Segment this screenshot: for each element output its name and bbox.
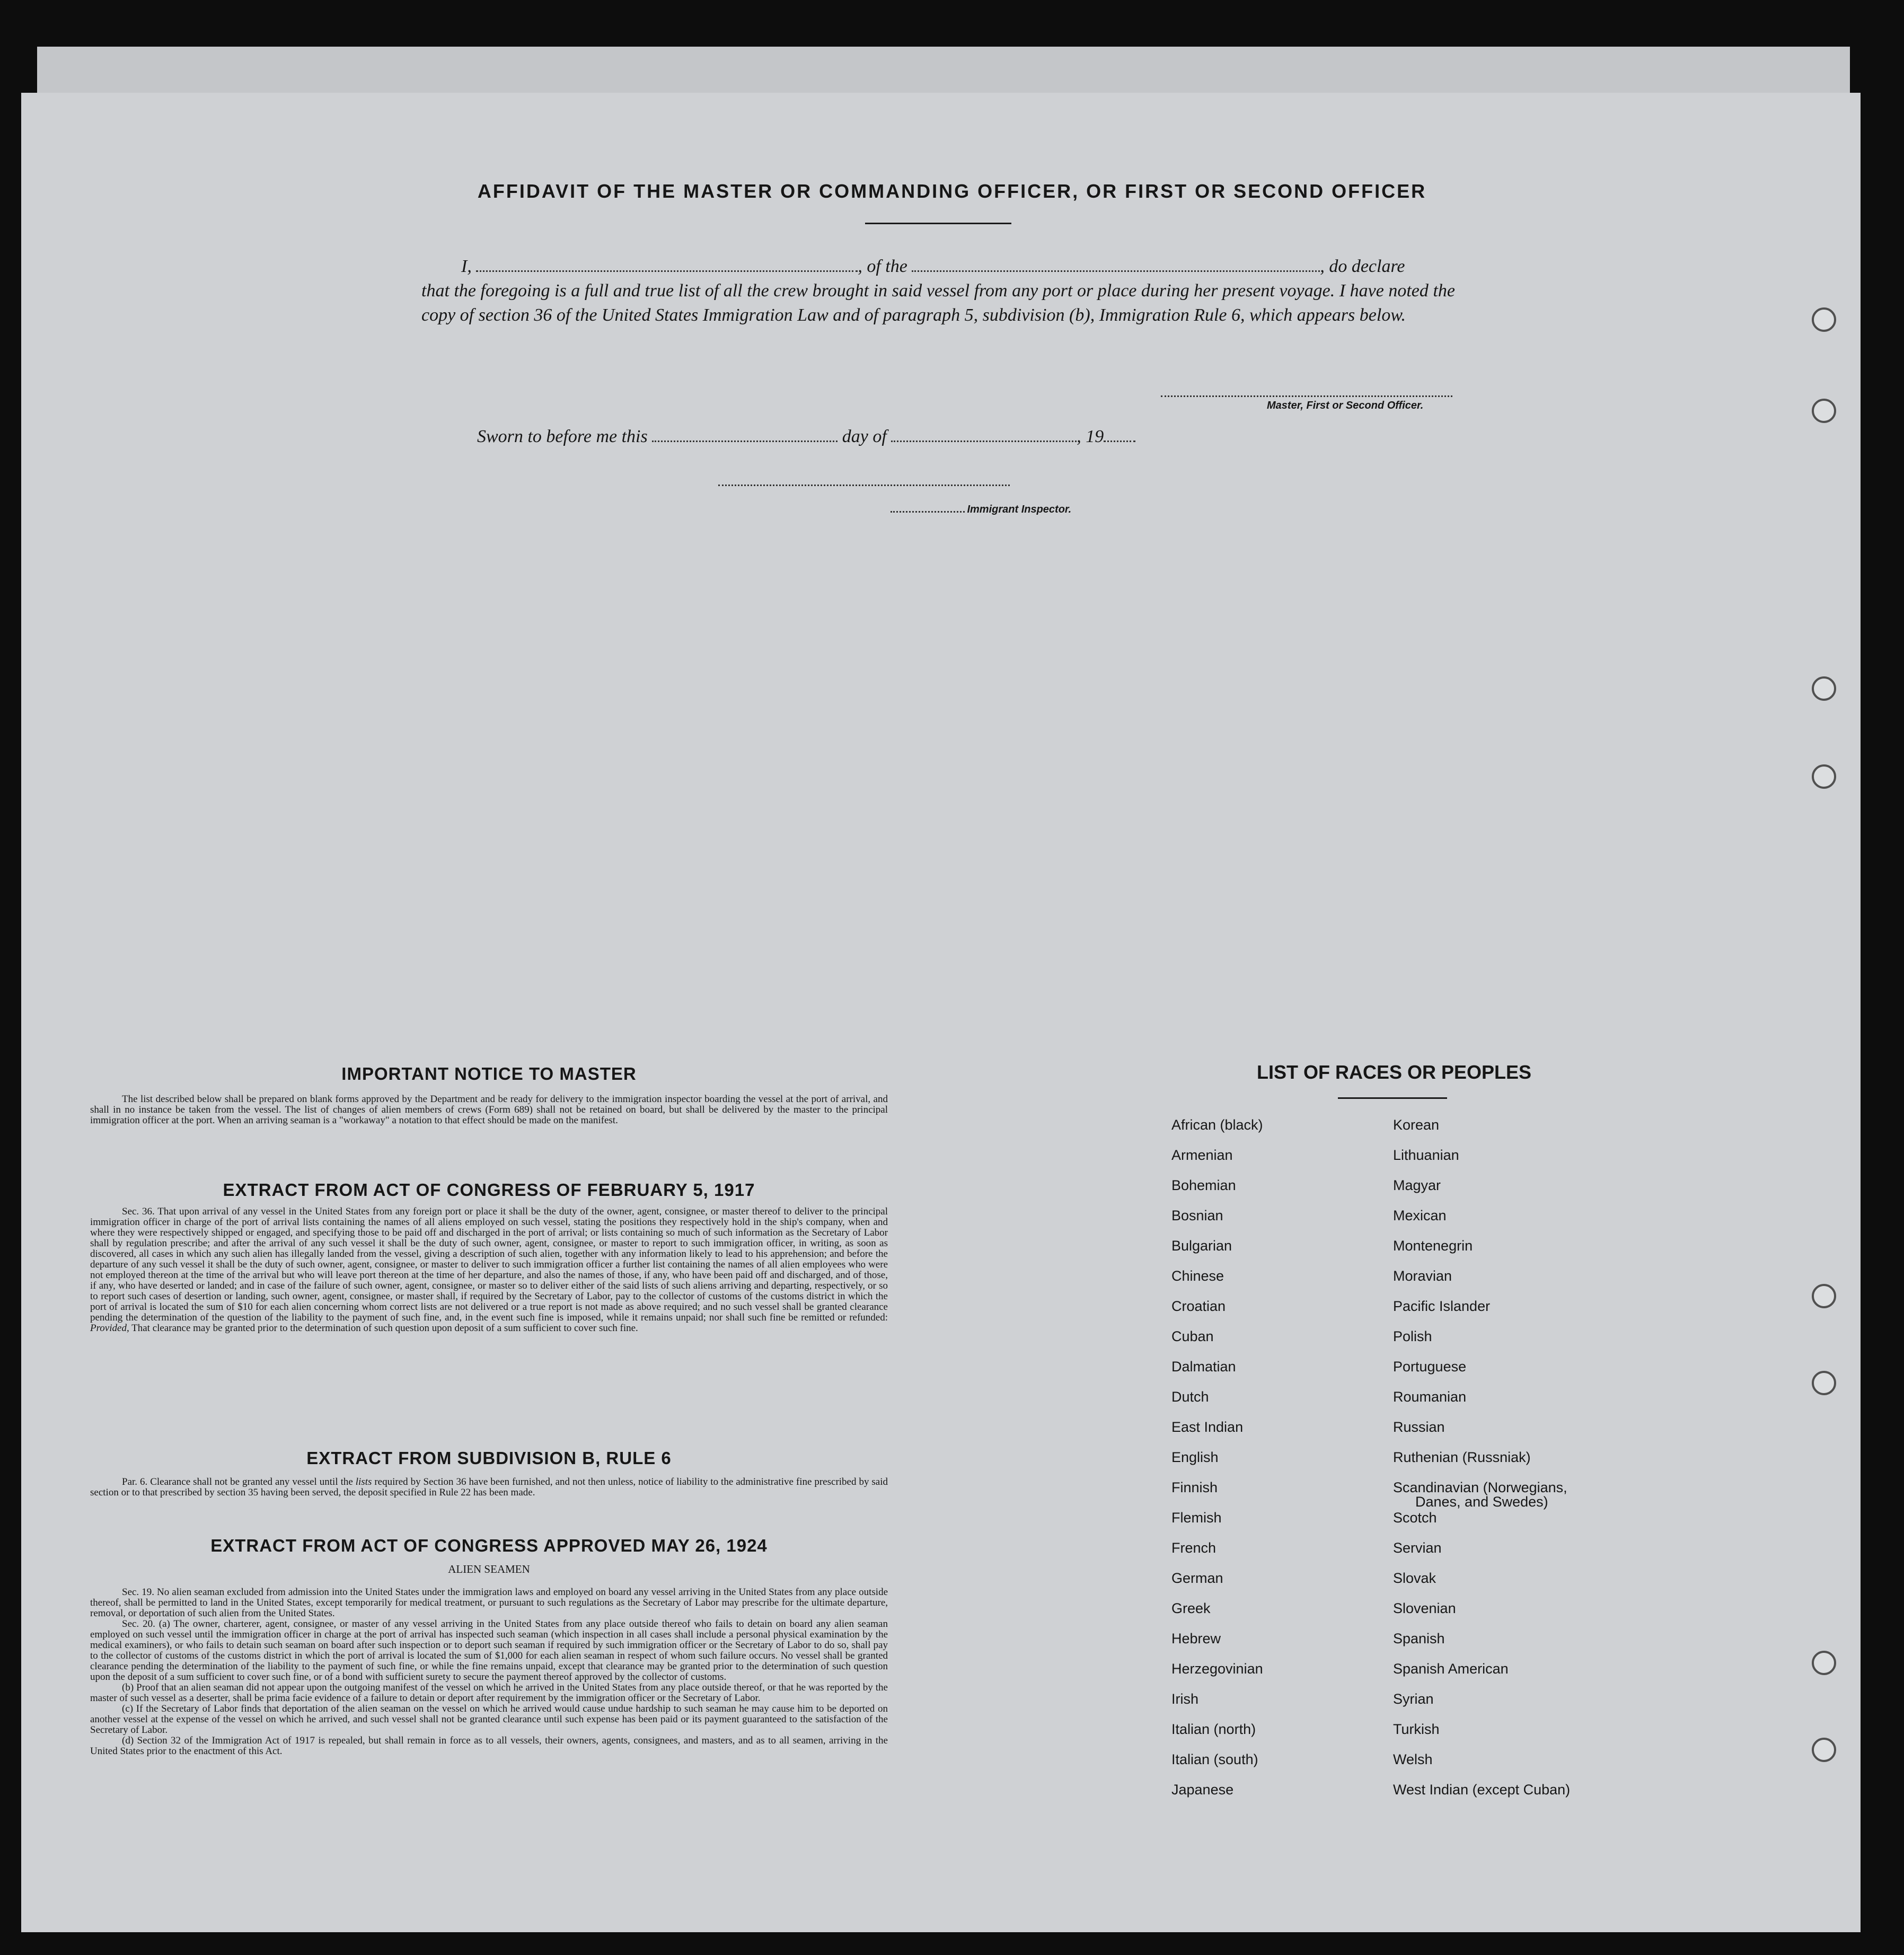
race-item: West Indian (except Cuban) [1393,1782,1571,1798]
extract-1917-paragraph [90,1207,888,1334]
extract-rule6-text-block [90,1477,888,1498]
alien-seamen-subtitle: ALIEN SEAMEN [448,1563,530,1575]
race-item: Russian [1393,1419,1445,1435]
race-item: Moravian [1393,1268,1452,1284]
race-item: Polish [1393,1328,1432,1344]
race-item: Scandinavian (Norwegians, [1393,1480,1567,1495]
race-item: Turkish [1393,1721,1440,1737]
affidavit-i: I, [461,257,472,276]
punch-hole [1812,307,1836,332]
extract-1924-sec20d: (d) Section 32 of the Immigration Act of 1917 is repealed, but shall remain in force as to all vessels, their owners, agents, consignees, and masters, and as to all seamen, arriving in the United States prior to the enactment of this Act. [90,1735,888,1757]
rule6-text-b: required by Section 36 have been furnished, and not then unless, notice of liability to the administrative fine prescribed by said section or to that prescribed by section 35 having been served, the deposit specified in Rule 22 has been made. [90,1476,888,1498]
notice-title: IMPORTANT NOTICE TO MASTER [341,1064,637,1084]
affidavit-declare: , do declare [1320,257,1405,276]
rule6-text-a: Par. 6. Clearance shall not be granted any vessel until the [122,1476,353,1487]
race-item: Chinese [1171,1268,1224,1284]
race-item: Bulgarian [1171,1238,1232,1254]
extract-1917-title: EXTRACT FROM ACT OF CONGRESS OF FEBRUARY 5, 1917 [223,1180,755,1200]
race-item: Bohemian [1171,1177,1236,1193]
race-item: Croatian [1171,1298,1226,1314]
punch-hole [1812,1371,1836,1395]
race-item: Lithuanian [1393,1147,1459,1163]
race-item: Italian (south) [1171,1751,1258,1767]
extract-1917-text: Sec. 36. That upon arrival of any vessel in the United States from any foreign port or place it shall be the duty of the owner, agent, consignee, or master thereof to deliver to the principal immigration officer in charge of the port of arrival lists containing the names of all aliens employed on such vessel, stating the positions they respectively hold in the ship's company, when and where they were respectively shipped or engaged, and specifying those to be paid off and discharged in the port of arrival; or lists containing so much of such information as the Secretary of Labor shall by regulation prescribe; and after the arrival of any such vessel it shall be the duty of such owner, agent, consignee, or master to report to such immigration officer, in writing, as soon as discovered, all cases in which any such alien has illegally landed from the vessel, giving a description of such alien, together with any information likely to lead to his apprehension; and before the departure of any such vessel it shall be the duty of such owner, agent, consignee, or master to deliver to such immigration officer a further list containing the names of all alien employees who were not employed thereon at the time of the arrival but who will leave port thereon at the time of her departure, and also the names of those, if any, who have been paid off and discharged, and of those, if any, who have deserted or landed; and in case of the failure of such owner, agent, consignee, or master so to deliver either of the said lists of such aliens arriving and departing, respectively, or so to report such cases of desertion or landing, such owner, agent, consignee, or master shall, if required by the Secretary of Labor, pay to the collector of customs of the customs district in which the port of arrival is located the sum of $10 for each alien concerning whom correct lists are not delivered or a true report is not made as above required; and no such vessel shall be granted clearance pending the determination of the question of the liability to the payment of such fine, and, in the event such fine is imposed, while it remains unpaid; nor shall such fine be remitted or refunded: [90,1206,888,1323]
race-item: Spanish [1393,1631,1445,1646]
punch-hole [1812,1284,1836,1308]
race-item: Italian (north) [1171,1721,1256,1737]
race-item: Slovenian [1393,1600,1456,1616]
punch-hole [1812,1738,1836,1762]
race-item: Slovak [1393,1570,1436,1586]
inspector-blank[interactable] [891,509,965,513]
notice-text: The list described below shall be prepared on blank forms approved by the Department and be ready for delivery to the immigration inspector boarding the vessel at the port of arrival, and shall in no instance be taken from the vessel. The list of changes of alien members of crews (Form 689) shall not be retained on board, but shall be delivered by the master to the principal immigration officer at the port. When an arriving seaman is a "workaway" a notation to that effect should be made on the manifest. [90,1094,888,1126]
race-item: Greek [1171,1600,1211,1616]
race-item: East Indian [1171,1419,1244,1435]
month-blank[interactable] [891,438,1077,442]
race-item: Scotch [1393,1510,1437,1526]
name-blank[interactable] [476,268,858,272]
affidavit-of-the: , of the [858,257,907,276]
sworn-text: Sworn to before me this [477,427,648,446]
extract-1924-text-block [90,1587,888,1757]
master-signature-line[interactable] [1161,393,1452,397]
race-item: Cuban [1171,1328,1214,1344]
extract-1924-sec20c: (c) If the Secretary of Labor finds that deportation of the alien seaman on the vessel on which he arrived would cause undue hardship to such seaman he may cause him to be deported on another vessel at the expense of the vessel on which he arrived, and such vessel shall not be granted clearance until such expense has been paid or its payment guaranteed to the satisfaction of the Secretary of Labor. [90,1703,888,1736]
race-item: Armenian [1171,1147,1233,1163]
race-item: German [1171,1570,1223,1586]
race-item: Servian [1393,1540,1442,1556]
race-item: French [1171,1540,1217,1556]
race-item: Portuguese [1393,1359,1467,1375]
extract-rule6-paragraph [90,1477,888,1498]
race-item: Roumanian [1393,1389,1467,1405]
affidavit-first-line [421,254,1455,279]
punch-hole [1812,764,1836,789]
race-item: Japanese [1171,1782,1234,1798]
race-item: Magyar [1393,1177,1441,1193]
races-title-underline [1338,1097,1447,1099]
year-blank[interactable] [1104,438,1135,442]
punch-hole [1812,399,1836,423]
race-item: English [1171,1449,1219,1465]
extract-1924-sec20a: Sec. 20. (a) The owner, charterer, agent, consignee, or master of any vessel arriving in the United States from any place outside thereof who fails to detain on board any alien seaman employed on such vessel until the immigration officer in charge at the port of arrival has inspected such seaman (which inspection in all cases shall include a personal physical examination by the medical examiners), or who fails to detain such seaman on board after such inspection or to deport such seaman if required by such immigration officer or the Secretary of Labor to do so, shall pay to the collector of customs of the customs district in which the port of arrival is located the sum of $1,000 for each alien seaman in respect of whom such failure occurs. No vessel shall be granted clearance pending the determination of the liability to the payment of such fine, or while the fine remains unpaid, except that clearance may be granted prior to the determination of such question upon the deposit of a sum sufficient to cover such fine, or of a bond with sufficient surety to secure the payment thereof approved by the collector of customs. [90,1618,888,1683]
races-title: LIST OF RACES OR PEOPLES [1256,1061,1532,1083]
title-underline [865,223,1011,224]
sworn-line [477,427,1135,447]
race-item: Mexican [1393,1208,1447,1223]
affidavit-title: AFFIDAVIT OF THE MASTER OR COMMANDING OFFICER, OR FIRST OR SECOND OFFICER [477,180,1427,202]
race-item: Flemish [1171,1510,1222,1526]
race-item: Syrian [1393,1691,1434,1707]
punch-hole [1812,676,1836,701]
extract-1917-text-block [90,1207,888,1334]
affidavit-text: that the foregoing is a full and true list of all the crew brought in said vessel from any port or place during her present voyage. I have noted the copy of section 36 of the United States Immigration Law and of paragraph 5, subdivision (b), Immigration Rule 6, which appears below. [421,281,1455,325]
master-signature-caption: Master, First or Second Officer. [1267,400,1424,411]
race-item: Spanish American [1393,1661,1509,1677]
race-item: Welsh [1393,1751,1433,1767]
race-item: Dutch [1171,1389,1209,1405]
vessel-blank[interactable] [912,268,1320,272]
inspector-signature-line[interactable] [718,482,1010,486]
race-item: Herzegovinian [1171,1661,1263,1677]
race-item: Pacific Islander [1393,1298,1491,1314]
race-item: African (black) [1171,1117,1263,1133]
notice-text-block [90,1094,888,1126]
race-item: Montenegrin [1393,1238,1473,1254]
race-item: Bosnian [1171,1208,1223,1223]
inspector-caption: Immigrant Inspector. [967,504,1072,515]
race-item: Dalmatian [1171,1359,1236,1375]
inspector-line [891,504,1071,516]
extract-1924-title: EXTRACT FROM ACT OF CONGRESS APPROVED MAY 26, 1924 [210,1536,768,1555]
race-item: Korean [1393,1117,1440,1133]
punch-hole [1812,1651,1836,1675]
extract-1917-provided: That clearance may be granted prior to the determination of such question upon deposit of a sum sufficient to cover such fine. [131,1323,638,1334]
lists-word: lists [355,1476,372,1487]
day-blank[interactable] [652,438,838,442]
day-of-text: day of [842,427,887,446]
affidavit-body [421,254,1455,328]
race-item: Finnish [1171,1480,1218,1495]
extract-1924-sec19: Sec. 19. No alien seaman excluded from admission into the United States under the immigration laws and employed on board any vessel arriving in the United States from any place outside thereof, shall be permitted to land in the United States, except temporarily for medical treatment, or pursuant to such regulations as the Secretary of Labor may prescribe for the ultimate departure, removal, or deportation of such alien from the United States. [90,1587,888,1619]
extract-1924-sec20b: (b) Proof that an alien seaman did not appear upon the outgoing manifest of the vessel on which he arrived in the United States from any place outside thereof, or that he was reported by the master of such vessel as a deserter, shall be prima facie evidence of a failure to detain or deport after requirement by the immigration officer or the Secretary of Labor. [90,1682,888,1704]
race-item: Ruthenian (Russniak) [1393,1449,1531,1465]
extract-rule6-title: EXTRACT FROM SUBDIVISION B, RULE 6 [306,1448,672,1468]
race-item: Irish [1171,1691,1199,1707]
year-prefix: , 19 [1077,427,1104,446]
provided-word: Provided, [90,1323,129,1334]
race-item: Hebrew [1171,1631,1221,1646]
race-item: Danes, and Swedes) [1415,1494,1548,1510]
